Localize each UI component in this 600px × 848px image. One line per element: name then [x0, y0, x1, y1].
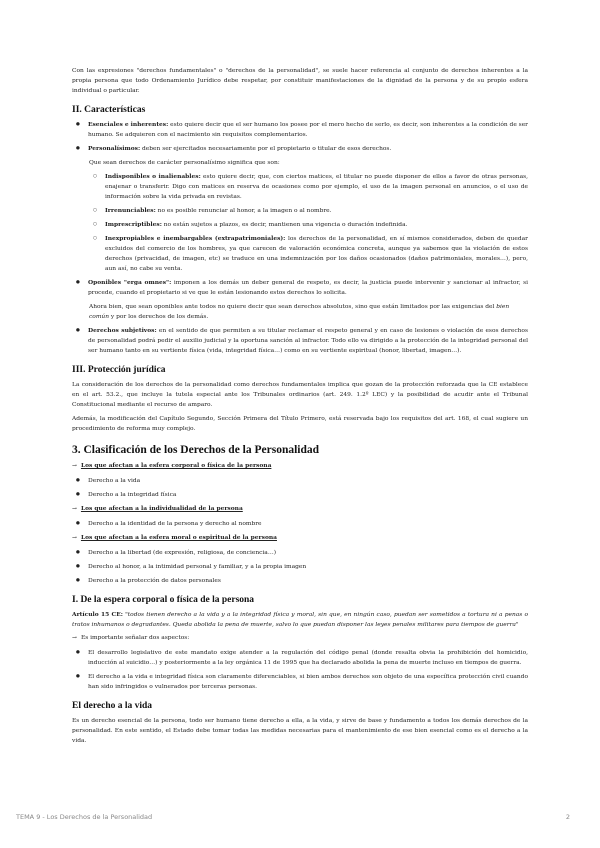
list-item: ● Derecho a la protección de datos personales	[72, 576, 528, 586]
page-footer	[16, 813, 570, 821]
proteccion-paragraph-2: Además, la modificación del Capítulo Segundo, Sección Primera del Título Primero, está reservada bajo los requisitos del art. 168, el cual sugiere un procedimiento de reforma muy complejo.	[72, 416, 528, 432]
aspectos-note: → Es importante señalar dos aspectos:	[72, 633, 528, 643]
caracteristicas-list	[72, 120, 528, 154]
proteccion-paragraph-1: La consideración de los derechos de la personalidad como derechos fundamentales implica que gozan de la protección reforzada que la CE establece en el art. 53.2., que incluye la tutela especial ante los Tribunales ordinarios (art. 249. 1.2º LEC) y la posibilidad de acudir ante el Tribunal Constitucional mediante el recurso de amparo.	[72, 382, 528, 408]
group-list	[72, 476, 528, 500]
list-item: ● El derecho a la vida e integridad física son claramente diferenciables, si bien ambos derechos son objeto de una específica protección civil cuando han sido infringidos o vulnerados por terceras personas.	[72, 672, 528, 692]
section-derecho-vida-title: El derecho a la vida	[72, 701, 153, 711]
section-clasificacion-title: 3. Clasificación de los Derechos de la Personalidad	[72, 444, 320, 456]
list-item: ● Derecho a la libertad (de expresión, religiosa, de conciencia…)	[72, 548, 528, 558]
list-item: ● Esenciales e inherentes: esto quiere decir que el ser humano los posee por el mero hecho de serlo, es decir, son inherentes a la condición de ser humano. Se adquieren con el nacimiento sin requisitos complementarios.	[72, 120, 528, 140]
list-item: ● Derecho al honor, a la intimidad personal y familiar, y a la propia imagen	[72, 562, 528, 572]
list-item: ● Derechos subjetivos: en el sentido de que permiten a su titular reclamar el respeto general y en caso de lesiones o violación de esos derechos de personalidad podrá pedir el auxilio judicial y la oportuna sanción al infractor. Todo ello va dirigido a la protección de la integridad personal del ser humano tanto en su vertiente física (vida, integridad física…) como en su vertiente espiritual (honor, libertad, imagen…).	[72, 326, 528, 356]
caracteristicas-list-end	[72, 326, 528, 356]
list-item: ● Derecho a la vida	[72, 476, 528, 486]
derecho-vida-paragraph: Es un derecho esencial de la persona, todo ser humano tiene derecho a ella, a la vida, y sirve de base y fundamento a todos los demás derechos de la personalidad. En este sentido, el Estado debe tomar todas las medidas necesarias para el mantenimiento de ese bien esencial como es el derecho a la vida.	[72, 718, 528, 744]
footer-title: TEMA 9 - Los Derechos de la Personalidad	[16, 813, 153, 821]
group-heading: → Los que afectan a la esfera moral o espiritual de la persona	[72, 533, 528, 543]
list-item: ● Personalísimos: deben ser ejercitados necesariamente por el propietario o titular de esos derechos.	[72, 144, 528, 154]
articulo-15-quote: Artículo 15 CE: "todos tienen derecho a la vida y a la integridad física y moral, sin que, en ningún caso, puedan ser sometidos a tortura ni a penas o tratos inhumanos o degradantes. Queda abolida la pena de muerte, salvo lo que puedan disponer las leyes penales militares para tiempos de guerra"	[72, 611, 528, 628]
list-item: ○ Inexpropiables e inembargables (extrapatrimoniales): los derechos de la personalidad, en sí mismos considerados, deben de quedar excluidos del comercio de los hombres, ya que carecen de valoración económica concreta, aunque ya sabemos que la violación de estos derechos (privacidad, de imagen, etc) se traduce en una indemnización por los daños ocasionados (daños patrimoniales, morales…), pero, aun así, no cabe su venta.	[89, 234, 528, 274]
section-proteccion-title: III. Protección jurídica	[72, 365, 166, 375]
document-page	[72, 66, 528, 746]
list-item: ● Oponibles "erga omnes": imponen a los demás un deber general de respeto, es decir, la justicia puede intervenir y sancionar al infractor, si procede, cuando el propietario si ve que le están lesionando estos derechos lo solicita.	[72, 278, 528, 298]
group-list	[72, 519, 528, 529]
aspectos-list	[72, 648, 528, 692]
group-heading: → Los que afectan a la individualidad de la persona	[72, 504, 528, 514]
list-item: ● Derecho a la integridad física	[72, 490, 528, 500]
list-item: ○ Irrenunciables: no es posible renunciar al honor, a la imagen o al nombre.	[89, 206, 528, 216]
section-caracteristicas-title: II. Características	[72, 105, 146, 115]
group-list	[72, 548, 528, 586]
list-item: ● Derecho a la identidad de la persona y derecho al nombre	[72, 519, 528, 529]
oponibles-note: Ahora bien, que sean oponibles ante todos no quiere decir que sean derechos absolutos, sino que están limitados por las exigencias del bien común y por los derechos de los demás.	[89, 304, 510, 320]
caracteristicas-list-cont	[72, 278, 528, 298]
intro-paragraph: Con las expresiones "derechos fundamentales" o "derechos de la personalidad", se suele hacer referencia al conjunto de derechos inherentes a la propia persona que todo Ordenamiento Jurídico debe respetar, por constituir manifestaciones de la dignidad de la persona y de su propio esfera individual o particular.	[72, 68, 528, 94]
list-item: ○ Indisponibles o inalienables: esto quiere decir, que, con ciertos matices, el titular no puede disponer de ellos a favor de otras personas, enajenar o transferir. Digo con matices en reserva de ocasiones como por ejemplo, el uso de la imagen personal en anuncios, o el uso de información sobre la vida privada en revistas.	[89, 172, 528, 202]
group-heading: → Los que afectan a la esfera corporal o física de la persona	[72, 461, 528, 471]
personalisimos-sublist	[89, 172, 528, 274]
personalisimos-note: Que sean derechos de carácter personalísimo significa que son:	[89, 160, 280, 166]
section-esfera-corporal-title: I. De la espera corporal o física de la persona	[72, 595, 255, 605]
list-item: ○ Imprescriptibles: no están sujetos a plazos, es decir, mantienen una vigencia o duración indefinida.	[89, 220, 528, 230]
page-number: 2	[565, 813, 570, 821]
list-item: ● El desarrollo legislativo de este mandato exige atender a la regulación del código penal (donde resalta obvia la prohibición del homicidio, inducción al suicidio…) y posteriormente a la ley orgánica 11 de 1995 que ha declarado abolida la pena de muerte incluso en tiempos de guerra.	[72, 648, 528, 668]
